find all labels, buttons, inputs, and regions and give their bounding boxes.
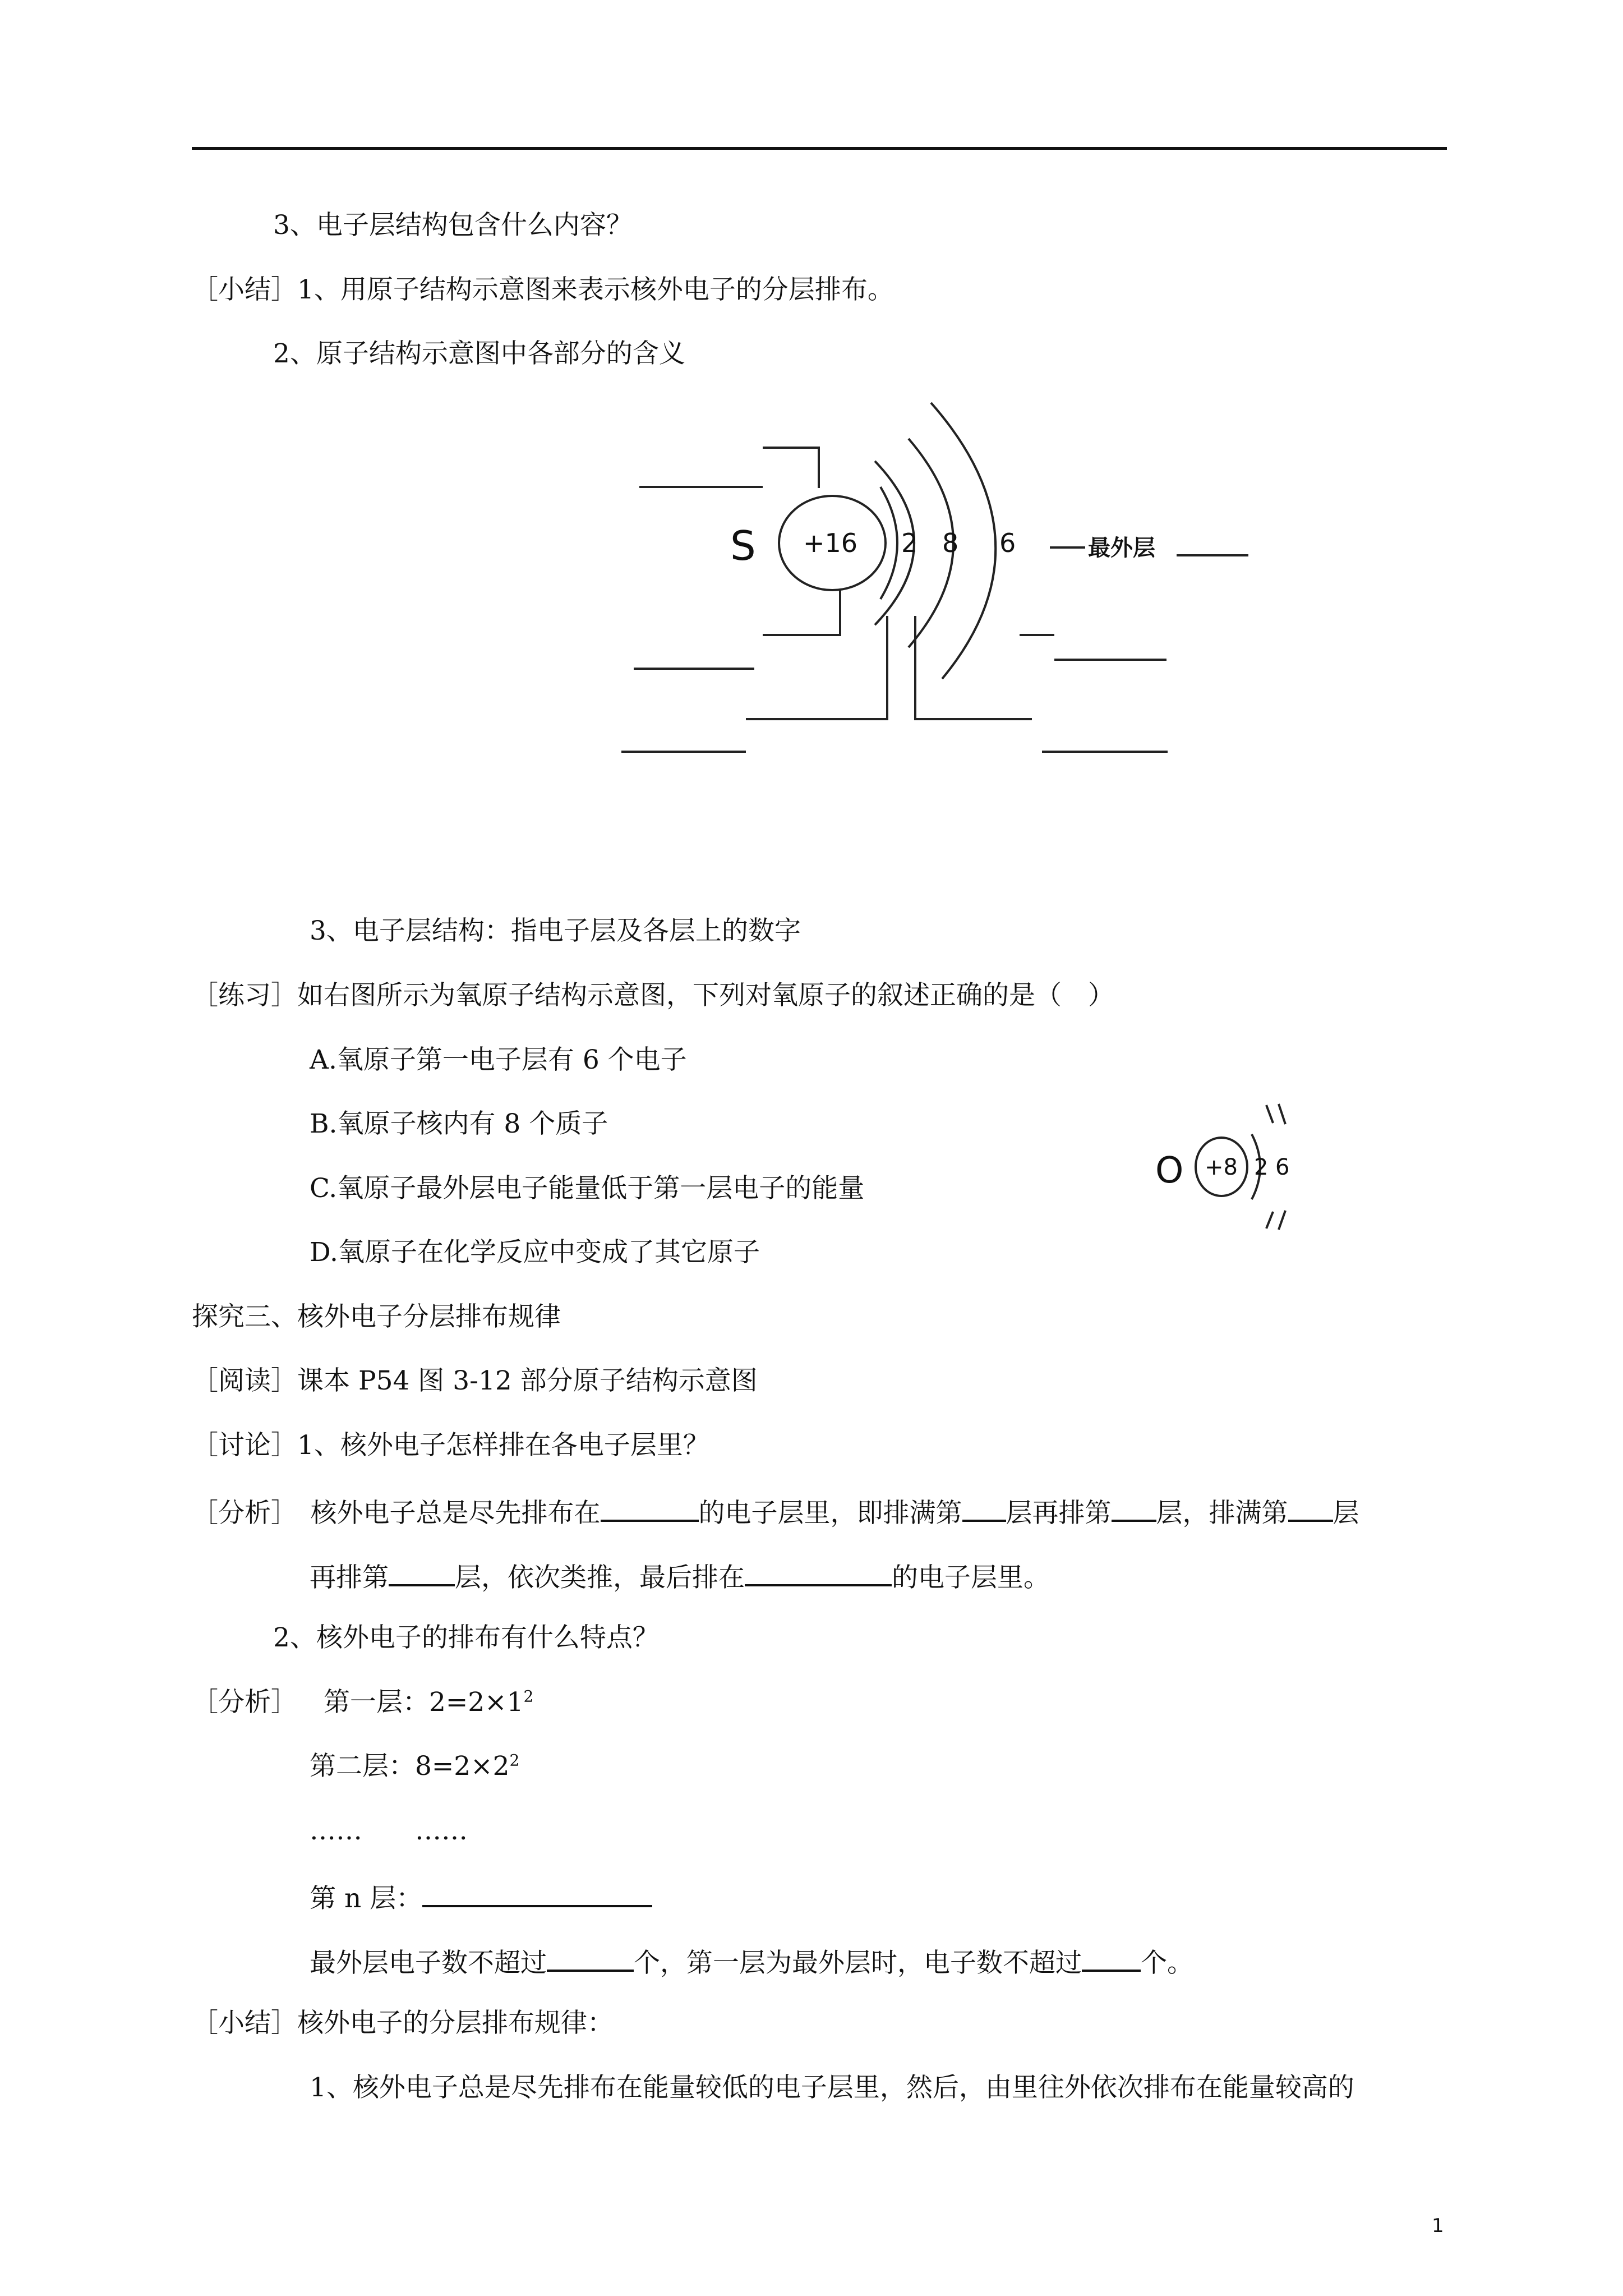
blank-last-level[interactable] — [745, 1557, 892, 1586]
summary-2: 2、原子结构示意图中各部分的含义 — [273, 338, 685, 369]
structure-3: 3、电子层结构：指电子层及各层上的数字 — [310, 915, 801, 946]
outer-layer-limit: 最外层电子数不超过 个，第一层为最外层时，电子数不超过 个。 — [310, 1943, 1193, 1980]
blank-layer-1[interactable] — [962, 1493, 1006, 1522]
summary-rule-heading: ［小结］核外电子的分层排布规律： — [192, 2008, 614, 2039]
oxygen-structure-diagram — [1144, 1099, 1312, 1234]
oxygen-symbol: O — [1155, 1150, 1184, 1191]
option-d: D.氧原子在化学反应中变成了其它原子 — [310, 1237, 760, 1268]
shell-arc-1 — [880, 487, 897, 599]
explore-3-heading: 探究三、核外电子分层排布规律 — [192, 1301, 561, 1332]
analysis-2-label: ［分析］ — [192, 1687, 297, 1718]
outer-shell-label: 最外层 — [1088, 535, 1155, 561]
oxygen-shell-arc-2 — [1266, 1105, 1273, 1123]
nucleus-bracket-lower — [763, 589, 840, 635]
shell-count-1: 2 — [901, 528, 918, 558]
option-b: B.氧原子核内有 8 个质子 — [310, 1108, 608, 1139]
option-a: A.氧原子第一电子层有 6 个电子 — [310, 1045, 687, 1075]
header-rule — [192, 147, 1447, 150]
option-c: C.氧原子最外层电子能量低于第一层电子的能量 — [310, 1173, 865, 1204]
shell-arc-4 — [931, 403, 995, 679]
nucleus-bracket — [763, 448, 819, 488]
blank-energy-level[interactable] — [601, 1493, 699, 1522]
reading-note: ［阅读］课本 P54 图 3-12 部分原子结构示意图 — [192, 1365, 758, 1396]
question-3: 3、电子层结构包含什么内容？ — [273, 210, 633, 241]
oxygen-shell-count-1: 2 — [1254, 1154, 1269, 1180]
analysis-1-line-2: 再排第 层，依次类推，最后排在 的电子层里。 — [310, 1557, 1050, 1595]
rule-1: 1、核外电子总是尽先排布在能量较低的电子层里，然后，由里往外依次排布在能量较高的 — [310, 2072, 1354, 2103]
layer-n-formula: 第 n 层： — [310, 1878, 652, 1916]
shell-bracket — [746, 616, 887, 719]
question-2: 2、核外电子的排布有什么特点？ — [273, 1622, 659, 1653]
blank-layer-4[interactable] — [389, 1557, 455, 1586]
blank-first-layer-max[interactable] — [1082, 1943, 1141, 1972]
summary-1: ［小结］1、用原子结构示意图来表示核外电子的分层排布。 — [192, 274, 894, 305]
sulfur-structure-diagram — [606, 393, 1279, 774]
blank-outer-max[interactable] — [547, 1943, 634, 1972]
exercise-prompt: ［练习］如右图所示为氧原子结构示意图，下列对氧原子的叙述正确的是（ ） — [192, 980, 1114, 1011]
shell-count-2: 8 — [942, 528, 959, 558]
shell-count-3: 6 — [999, 528, 1016, 558]
analysis-1-line-1: ［分析］ 核外电子总是尽先排布在 的电子层里，即排满第 层再排第 层，排满第 层 — [192, 1493, 1359, 1530]
layer-1-formula: 第一层：$2=2\times 1^2$ — [324, 1687, 534, 1718]
page-number: 1 — [1432, 2215, 1444, 2237]
blank-layer-2[interactable] — [1112, 1493, 1156, 1522]
oxygen-nucleus-charge: +8 — [1205, 1154, 1238, 1180]
ellipsis-line: …… …… — [310, 1815, 468, 1846]
sulfur-symbol: S — [730, 522, 756, 569]
oxygen-shell-count-2: 6 — [1275, 1154, 1290, 1180]
blank-layer-n[interactable] — [422, 1878, 652, 1907]
layer-2-formula: 第二层：$8=2\times 2^2$ — [310, 1751, 520, 1782]
blank-layer-3[interactable] — [1288, 1493, 1333, 1522]
sulfur-nucleus-charge: +16 — [803, 528, 858, 558]
discussion-1: ［讨论］1、核外电子怎样排在各电子层里？ — [192, 1430, 709, 1461]
